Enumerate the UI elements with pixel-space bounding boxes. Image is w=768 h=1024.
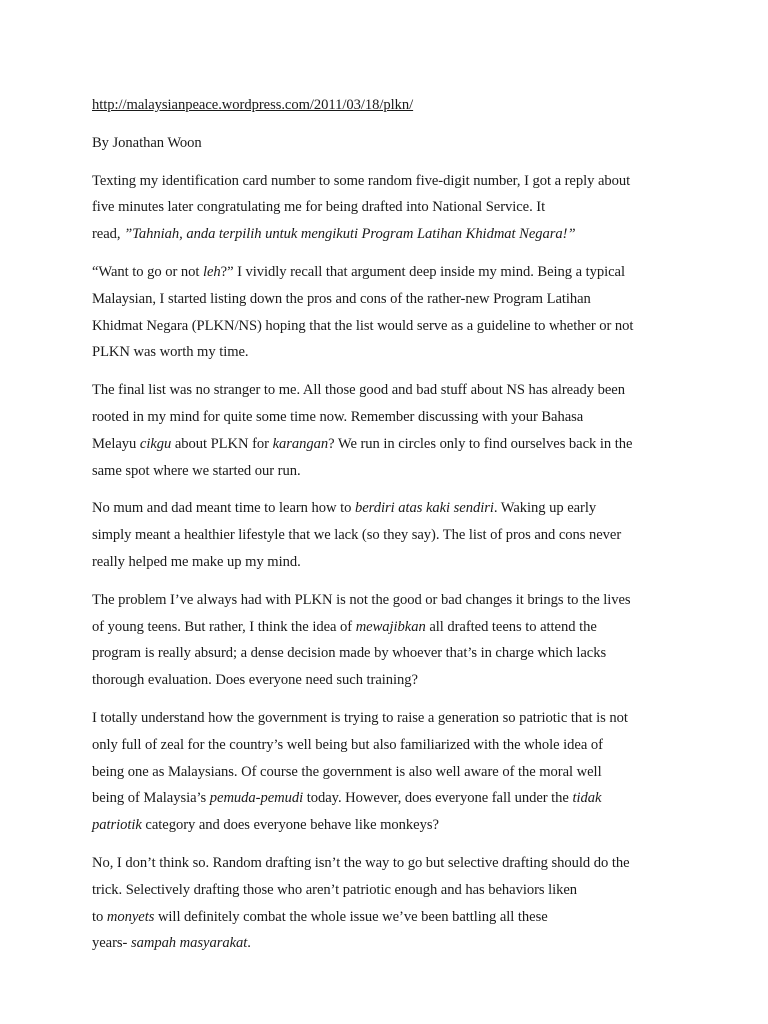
text-run: I totally understand how the government is trying to raise a generation so patriotic that is not	[92, 709, 628, 726]
text-run: Khidmat Negara (PLKN/NS) hoping that the list would serve as a guideline to whether or not	[92, 317, 634, 334]
source-url-link[interactable]: http://malaysianpeace.wordpress.com/2011/03/18/plkn/	[92, 97, 414, 113]
italic-term: patriotik	[92, 817, 142, 834]
article-body	[92, 168, 692, 958]
paragraph-line	[92, 732, 692, 759]
paragraph-line	[92, 587, 692, 614]
text-run: “Want to go or not	[92, 263, 203, 280]
text-run: The problem I’ve always had with PLKN is not the good or bad changes it brings to the lives	[92, 591, 631, 608]
text-run: being one as Malaysians. Of course the government is also well aware of the moral well	[92, 763, 602, 780]
paragraph	[92, 168, 692, 248]
paragraph-line	[92, 404, 692, 431]
text-run: rooted in my mind for quite some time now. Remember discussing with your Bahasa	[92, 408, 584, 425]
text-run: five minutes later congratulating me for being drafted into National Service. It	[92, 199, 546, 216]
paragraph	[92, 259, 692, 366]
italic-term: cikgu	[139, 435, 172, 452]
italic-term: monyets	[106, 908, 155, 925]
paragraph-line	[92, 194, 692, 221]
paragraph-line	[92, 431, 692, 458]
paragraph-line	[92, 549, 692, 576]
text-run: . Waking up early	[493, 500, 597, 517]
paragraph-line	[92, 930, 692, 957]
paragraph-line	[92, 812, 692, 839]
text-run: Melayu	[92, 435, 140, 452]
text-run: PLKN was worth my time.	[92, 344, 249, 361]
paragraph-line	[92, 705, 692, 732]
text-run: No, I don’t think so. Random drafting isn’t the way to go but selective drafting should do the	[92, 854, 630, 871]
document-page	[92, 92, 692, 957]
paragraph-line	[92, 522, 692, 549]
text-run: category and does everyone behave like monkeys?	[141, 817, 439, 834]
paragraph-line	[92, 640, 692, 667]
text-run: today. However, does everyone fall under the	[303, 790, 573, 807]
text-run: really helped me make up my mind.	[92, 553, 301, 570]
italic-term: ”Tahniah, anda terpilih untuk mengikuti Program Latihan Khidmat Negara!”	[124, 226, 576, 243]
paragraph-line	[92, 850, 692, 877]
italic-term: pemuda-pemudi	[209, 790, 304, 807]
text-run: years-	[92, 935, 131, 952]
paragraph-line	[92, 168, 692, 195]
paragraph-line	[92, 904, 692, 931]
paragraph-line	[92, 286, 692, 313]
paragraph-line	[92, 259, 692, 286]
author-byline: By Jonathan Woon	[92, 134, 202, 151]
paragraph	[92, 705, 692, 839]
italic-term: tidak	[572, 790, 602, 807]
text-run: program is really absurd; a dense decision made by whoever that’s in charge which lacks	[92, 645, 607, 662]
italic-term: karangan	[272, 435, 329, 452]
text-run: of young teens. But rather, I think the idea of	[92, 618, 356, 635]
text-run: only full of zeal for the country’s well being but also familiarized with the whole idea of	[92, 736, 603, 753]
italic-term: berdiri atas kaki sendiri	[354, 500, 494, 517]
paragraph-line	[92, 339, 692, 366]
text-run: .	[247, 935, 251, 952]
italic-term: sampah masyarakat	[130, 935, 248, 952]
text-run: Malaysian, I started listing down the pros and cons of the rather-new Program Latihan	[92, 290, 591, 307]
paragraph-line	[92, 785, 692, 812]
text-run: ? We run in circles only to find ourselves back in the	[328, 435, 633, 452]
text-run: ?” I vividly recall that argument deep inside my mind. Being a typical	[220, 263, 625, 280]
text-run: will definitely combat the whole issue we’ve been battling all these	[154, 908, 548, 925]
paragraph-line	[92, 614, 692, 641]
paragraph	[92, 495, 692, 575]
paragraph-line	[92, 313, 692, 340]
paragraph-line	[92, 458, 692, 485]
text-run: to	[92, 908, 107, 925]
text-run: being of Malaysia’s	[92, 790, 210, 807]
text-run: simply meant a healthier lifestyle that we lack (so they say). The list of pros and cons never	[92, 527, 622, 544]
text-run: same spot where we started our run.	[92, 462, 301, 479]
italic-term: mewajibkan	[355, 618, 426, 635]
text-run: The final list was no stranger to me. All those good and bad stuff about NS has already been	[92, 382, 625, 399]
text-run: read,	[92, 226, 125, 243]
italic-term: leh	[202, 263, 221, 280]
text-run: thorough evaluation. Does everyone need such training?	[92, 672, 418, 689]
text-run: trick. Selectively drafting those who aren’t patriotic enough and has behaviors liken	[92, 881, 578, 898]
text-run: about PLKN for	[171, 435, 273, 452]
paragraph-line	[92, 759, 692, 786]
paragraph	[92, 587, 692, 694]
text-run: all drafted teens to attend the	[425, 618, 597, 635]
paragraph-line	[92, 667, 692, 694]
paragraph	[92, 850, 692, 957]
paragraph-line	[92, 221, 692, 248]
text-run: Texting my identification card number to some random five-digit number, I got a reply about	[92, 172, 631, 189]
paragraph-line	[92, 377, 692, 404]
paragraph	[92, 377, 692, 484]
text-run: No mum and dad meant time to learn how to	[92, 500, 355, 517]
paragraph-line	[92, 877, 692, 904]
paragraph-line	[92, 495, 692, 522]
source-link-line	[92, 92, 692, 119]
